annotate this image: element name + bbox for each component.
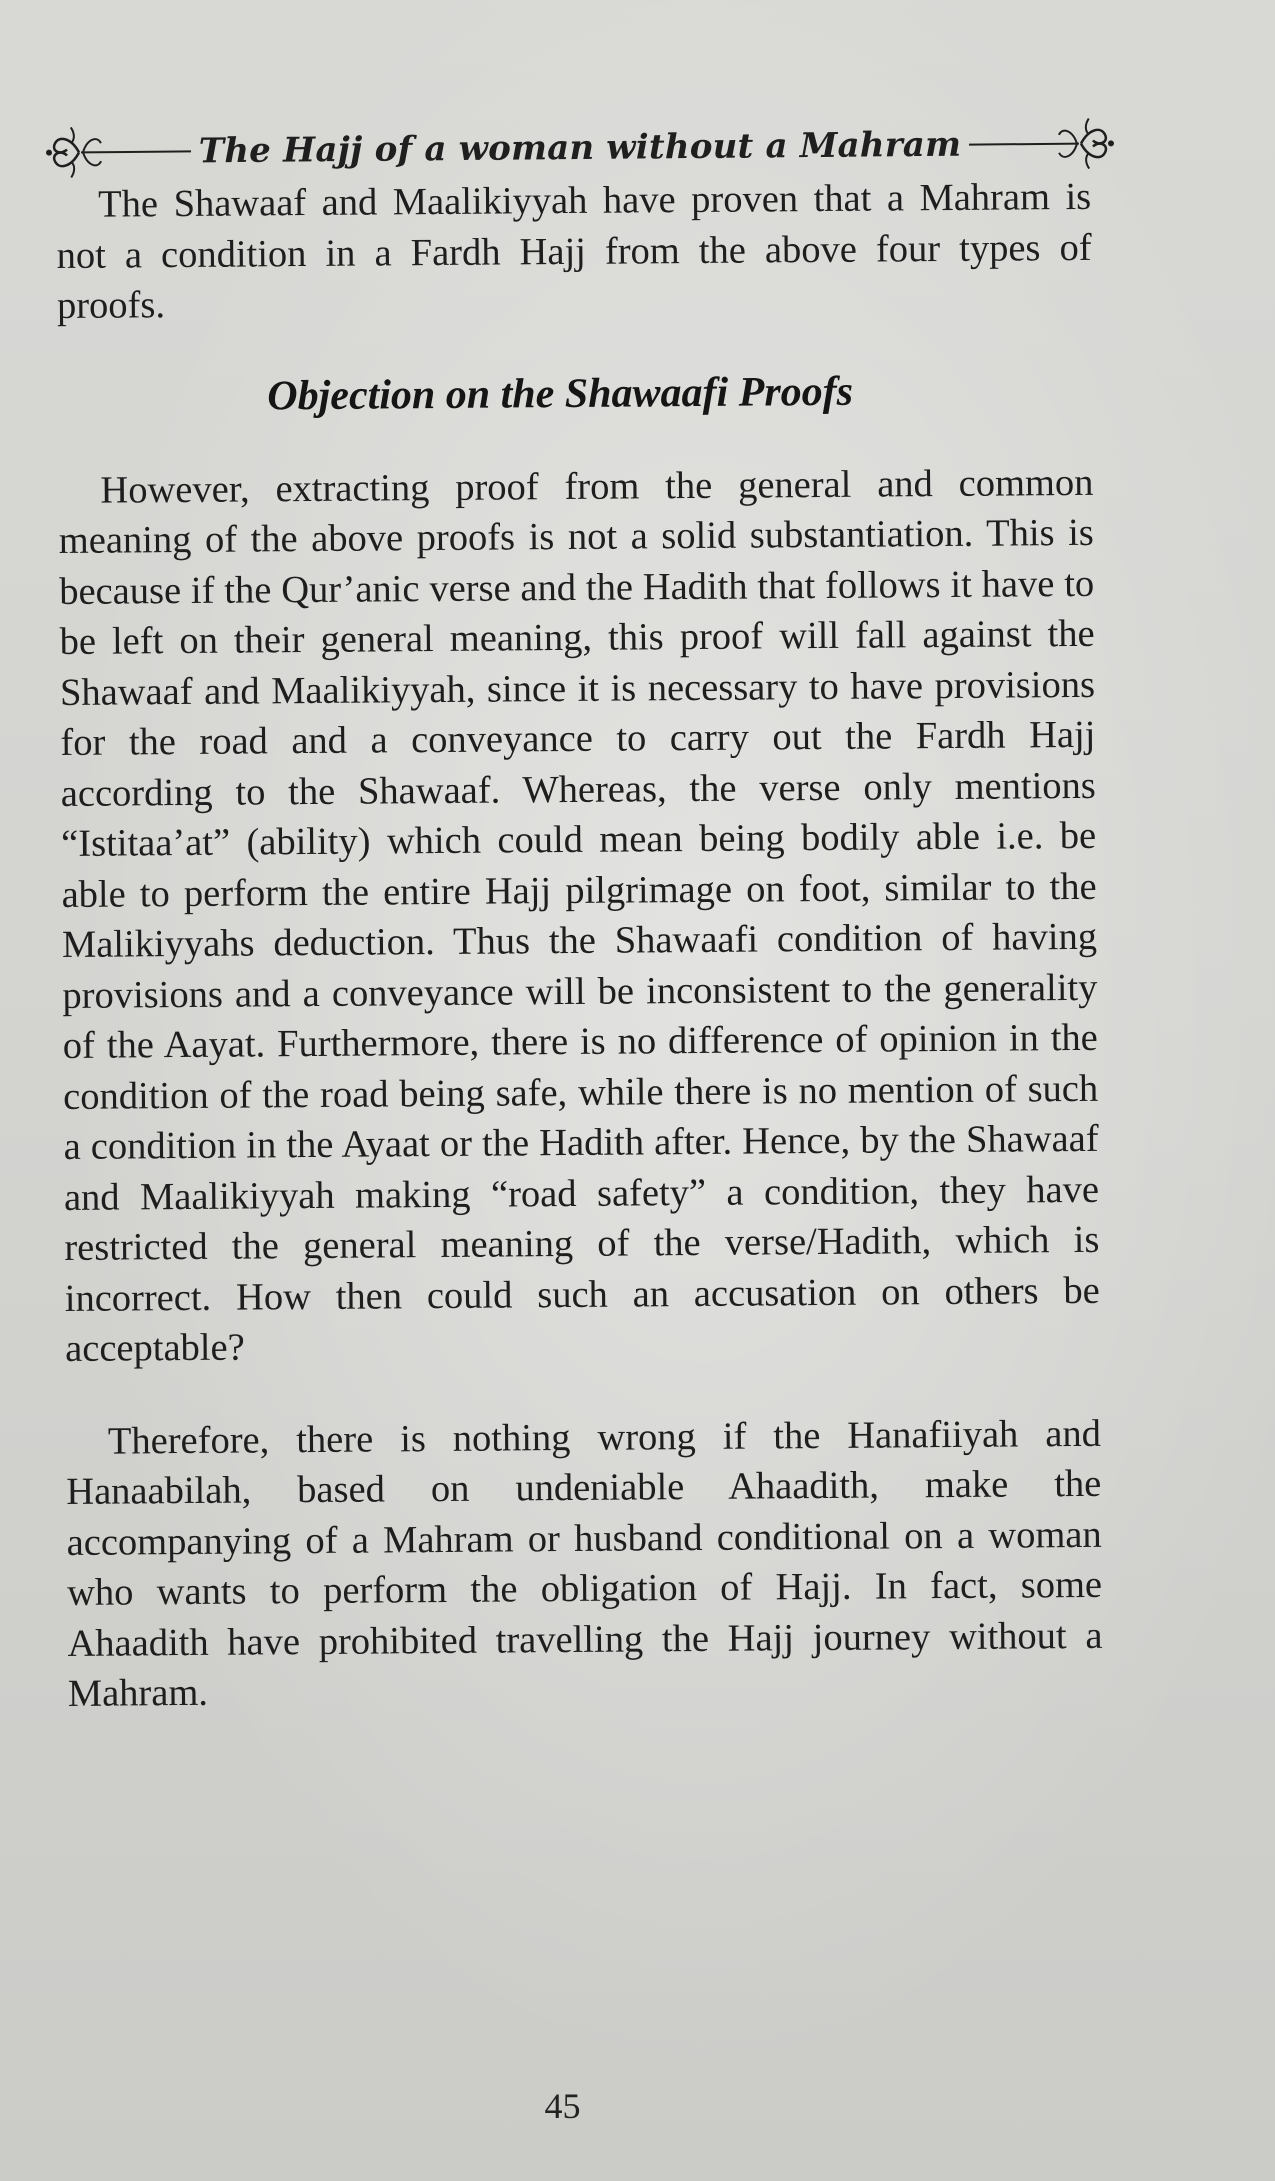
page-content bbox=[56, 172, 1103, 1720]
conclusion-paragraph: Therefore, there is nothing wrong if the Hanafiiyah and Hanaabilah, based on undeniable Ahaadith, make the accompanying of a Mahram or husband conditional on a woman who wants to perform the obligation of Hajj. In fact, some Ahaadith have prohibited travelling the Hajj journey without a Mahram. bbox=[66, 1412, 1103, 1715]
floral-ornament-icon bbox=[40, 116, 191, 187]
objection-paragraph: However, extracting proof from the general and common meaning of the above proofs is not a solid substantiation. This is because if the Qur’anic verse and the Hadith that follows it have to be left on their general meaning, this proof will fall against the Shawaaf and Maalikiyyah, since it is necessary to have provisions for the road and a conveyance to carry out the Fardh Hajj according to the Shawaaf. Whereas, the verse only mentions “Istitaa’at” (ability) which could mean being bodily able i.e. be able to perform the entire Hajj pilgrimage on foot, similar to the Malikiyyahs deduction. Thus the Shawaafi condition of having provisions and a conveyance will be inconsistent to the generality of the Aayat. Furthermore, there is no difference of opinion in the condition of the road being safe, while there is no mention of such a condition in the Ayaat or the Hadith after. Hence, by the Shawaaf and Maalikiyyah making “road safety” a condition, they have restricted the general meaning of the verse/Hadith, which is incorrect. How then could such an accusation on others be acceptable? bbox=[58, 461, 1100, 1370]
intro-paragraph: The Shawaaf and Maalikiyyah have proven that a Mahram is not a condition in a Fardh Hajj from the above four types of proofs. bbox=[56, 175, 1092, 327]
section-heading: Objection on the Shawaafi Proofs bbox=[267, 368, 854, 419]
floral-ornament-icon bbox=[969, 108, 1120, 179]
page-number: 45 bbox=[544, 2086, 581, 2126]
running-header-title: The Hajj of a woman without a Mahram bbox=[198, 124, 962, 172]
